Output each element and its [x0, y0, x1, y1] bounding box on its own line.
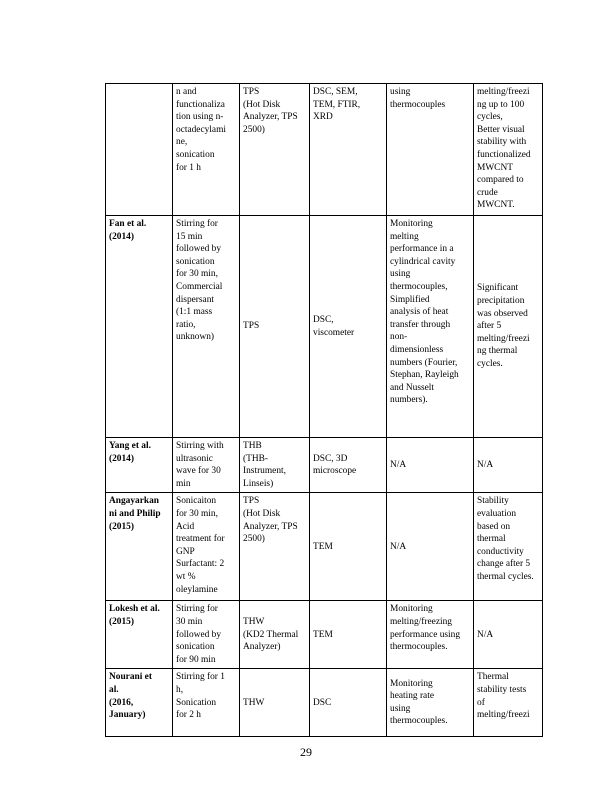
cell-line: (Hot Disk: [243, 508, 281, 519]
cell-line: non-: [390, 332, 408, 343]
cell-line: (2014): [109, 453, 134, 464]
cell-line: transfer through: [390, 319, 451, 330]
cell-measurement-instrument: [240, 84, 310, 216]
cell-line: THW: [243, 697, 265, 708]
cell-stability: [474, 216, 543, 438]
table-row: [106, 493, 543, 601]
cell-line: wt %: [176, 571, 196, 582]
cell-line: THW: [243, 616, 265, 627]
cell-dispersion-method: [173, 438, 240, 493]
cell-line: Analyzer, TPS: [243, 521, 298, 532]
cell-line: stability tests: [477, 684, 527, 695]
cell-line: DSC,: [313, 314, 334, 325]
cell-line: sonication: [176, 149, 215, 160]
cell-line: for 1 h: [176, 162, 201, 173]
cell-line: Commercial: [176, 281, 223, 292]
cell-line: ultrasonic: [176, 453, 213, 464]
cell-thermal-test: [387, 493, 474, 601]
cell-line: Yang et al.: [109, 441, 151, 451]
cell-line: 2500): [243, 534, 265, 545]
cell-line: ne,: [176, 137, 188, 148]
cell-line: Monitoring: [390, 219, 433, 229]
cell-line: Sonicaiton: [176, 496, 217, 507]
cell-stability: [474, 601, 543, 669]
cell-stability: [474, 84, 543, 216]
cell-characterization: [310, 669, 387, 737]
cell-line: N/A: [390, 541, 407, 552]
cell-line: followed by: [176, 244, 222, 255]
cell-line: performance in a: [390, 244, 454, 255]
cell-characterization: [310, 438, 387, 493]
cell-line: 2500): [243, 124, 265, 135]
cell-line: MWCNT.: [477, 200, 515, 211]
cell-characterization: [310, 601, 387, 669]
cell-dispersion-method: [173, 84, 240, 216]
cell-line: melting/freezing: [390, 616, 452, 627]
cell-line: thermocouples: [390, 99, 446, 110]
cell-line: for 2 h: [176, 710, 201, 721]
cell-line: TEM: [313, 629, 333, 640]
cell-line: stability with: [477, 137, 527, 148]
cell-line: conductivity: [477, 546, 524, 557]
cell-line: Stirring with: [176, 441, 224, 451]
cell-line: functionalized: [477, 149, 531, 160]
cell-line: Analyzer, TPS: [243, 112, 298, 123]
cell-line: using: [390, 269, 411, 280]
cell-line: functionaliza: [176, 99, 225, 110]
cell-line: ni and Philip: [109, 508, 161, 519]
cell-author: [106, 84, 173, 216]
cell-stability: [474, 493, 543, 601]
cell-line: (Hot Disk: [243, 99, 281, 110]
cell-dispersion-method: [173, 216, 240, 438]
cell-line: melting/freezi: [477, 87, 530, 97]
cell-line: Sonication: [176, 697, 217, 708]
cell-line: GNP: [176, 546, 195, 557]
cell-line: min: [176, 478, 191, 489]
cell-line: Stability: [477, 496, 509, 507]
cell-line: using: [390, 87, 411, 97]
cell-line: (THB-: [243, 453, 268, 464]
cell-line: dispersant: [176, 294, 215, 305]
cell-dispersion-method: [173, 493, 240, 601]
cell-author: [106, 601, 173, 669]
cell-line: oleylamine: [176, 584, 218, 595]
cell-line: using: [390, 703, 411, 714]
cell-line: Stirring for: [176, 219, 218, 229]
cell-line: Monitoring: [390, 604, 433, 615]
cell-line: microscope: [313, 466, 357, 477]
table-body: [106, 84, 543, 737]
cell-thermal-test: [387, 669, 474, 737]
cell-measurement-instrument: [240, 216, 310, 438]
cell-line: cycles.: [477, 358, 503, 369]
cell-line: Angayarkan: [109, 496, 160, 507]
cell-author: [106, 669, 173, 737]
literature-table: [105, 83, 543, 737]
cell-line: thermocouples.: [390, 716, 448, 727]
table-row: [106, 438, 543, 493]
cell-thermal-test: [387, 438, 474, 493]
table-row: [106, 601, 543, 669]
cell-line: ng up to 100: [477, 99, 525, 110]
cell-characterization: [310, 216, 387, 438]
cell-line: for 30 min,: [176, 508, 218, 519]
cell-line: Lokesh et al.: [109, 604, 160, 615]
table-row: [106, 216, 543, 438]
cell-line: compared to: [477, 175, 524, 186]
cell-line: and Nusselt: [390, 382, 435, 393]
cell-author: [106, 216, 173, 438]
cell-line: Instrument,: [243, 466, 286, 477]
cell-line: MWCNT: [477, 162, 513, 173]
cell-line: Nourani et: [109, 672, 152, 683]
cell-line: ng thermal: [477, 346, 518, 357]
cell-line: 30 min: [176, 616, 203, 627]
cell-line: of: [477, 697, 485, 708]
cell-stability: [474, 669, 543, 737]
cell-line: Simplified: [390, 294, 430, 305]
cell-thermal-test: [387, 84, 474, 216]
table-row: [106, 84, 543, 216]
cell-author: [106, 438, 173, 493]
cell-line: N/A: [477, 459, 494, 470]
cell-line: TPS: [243, 87, 260, 97]
cell-line: 15 min: [176, 231, 203, 242]
cell-line: numbers (Fourier,: [390, 357, 458, 368]
cell-line: thermocouples,: [390, 281, 448, 292]
cell-line: Linseis): [243, 478, 274, 489]
cell-line: numbers).: [390, 395, 428, 406]
cell-line: al.: [109, 684, 119, 695]
cell-line: sonication: [176, 642, 215, 653]
cell-line: melting/freezi: [477, 710, 530, 721]
cell-thermal-test: [387, 601, 474, 669]
cell-line: (2016,: [109, 697, 134, 708]
cell-dispersion-method: [173, 669, 240, 737]
cell-line: Analyzer): [243, 642, 281, 653]
cell-line: (2015): [109, 521, 134, 532]
cell-line: n and: [176, 87, 197, 97]
cell-line: Stirring for: [176, 604, 218, 615]
cell-line: ratio,: [176, 319, 196, 330]
cell-line: thermocouples.: [390, 642, 448, 653]
cell-line: evaluation: [477, 508, 517, 519]
cell-line: DSC, SEM,: [313, 87, 358, 97]
cell-line: cycles,: [477, 112, 503, 123]
cell-line: followed by: [176, 629, 222, 640]
cell-line: Significant: [477, 283, 519, 294]
cell-line: for 30 min,: [176, 269, 218, 280]
cell-line: tion using n-: [176, 112, 224, 123]
cell-line: TEM, FTIR,: [313, 99, 361, 110]
cell-line: treatment for: [176, 534, 225, 545]
cell-line: h,: [176, 684, 184, 695]
cell-line: Stirring for 1: [176, 672, 225, 683]
cell-line: (KD2 Thermal: [243, 629, 299, 640]
cell-measurement-instrument: [240, 669, 310, 737]
page-number: 29: [300, 745, 312, 759]
cell-characterization: [310, 84, 387, 216]
cell-line: (2014): [109, 231, 134, 242]
cell-dispersion-method: [173, 601, 240, 669]
cell-line: thermal cycles.: [477, 571, 534, 582]
cell-line: DSC: [313, 697, 332, 708]
cell-characterization: [310, 493, 387, 601]
cell-line: TEM: [313, 541, 333, 552]
cell-line: precipitation: [477, 296, 525, 307]
cell-line: TPS: [243, 321, 260, 332]
cell-line: analysis of heat: [390, 307, 449, 318]
cell-thermal-test: [387, 216, 474, 438]
cell-line: cylindrical cavity: [390, 256, 456, 267]
cell-measurement-instrument: [240, 493, 310, 601]
cell-line: Better visual: [477, 124, 525, 135]
cell-stability: [474, 438, 543, 493]
cell-line: after 5: [477, 321, 502, 332]
cell-line: DSC, 3D: [313, 453, 348, 464]
cell-line: crude: [477, 187, 498, 198]
cell-line: N/A: [390, 459, 407, 470]
table-row: [106, 669, 543, 737]
cell-line: Fan et al.: [109, 219, 147, 229]
cell-line: viscometer: [313, 327, 355, 338]
cell-line: was observed: [477, 308, 528, 319]
cell-line: thermal: [477, 534, 506, 545]
cell-line: Thermal: [477, 672, 509, 683]
cell-line: wave for 30: [176, 466, 221, 477]
cell-line: Stephan, Rayleigh: [390, 370, 459, 381]
cell-line: (2015): [109, 616, 134, 627]
cell-line: heating rate: [390, 691, 434, 702]
cell-line: N/A: [477, 629, 494, 640]
cell-line: melting: [390, 231, 419, 242]
cell-line: change after 5: [477, 559, 531, 570]
cell-author: [106, 493, 173, 601]
cell-line: Acid: [176, 521, 195, 532]
cell-line: unknown): [176, 332, 215, 343]
cell-line: Surfactant: 2: [176, 559, 225, 570]
cell-line: January): [109, 710, 146, 721]
cell-measurement-instrument: [240, 438, 310, 493]
cell-line: performance using: [390, 629, 461, 640]
cell-line: TPS: [243, 496, 260, 507]
cell-line: based on: [477, 521, 511, 532]
cell-line: (1:1 mass: [176, 307, 213, 318]
cell-line: Monitoring: [390, 678, 433, 689]
cell-measurement-instrument: [240, 601, 310, 669]
cell-line: dimensionless: [390, 344, 444, 355]
cell-line: for 90 min: [176, 654, 216, 665]
cell-line: sonication: [176, 256, 215, 267]
cell-line: melting/freezi: [477, 333, 530, 344]
cell-line: octadecylami: [176, 124, 226, 135]
cell-line: THB: [243, 441, 262, 451]
cell-line: XRD: [313, 112, 333, 123]
